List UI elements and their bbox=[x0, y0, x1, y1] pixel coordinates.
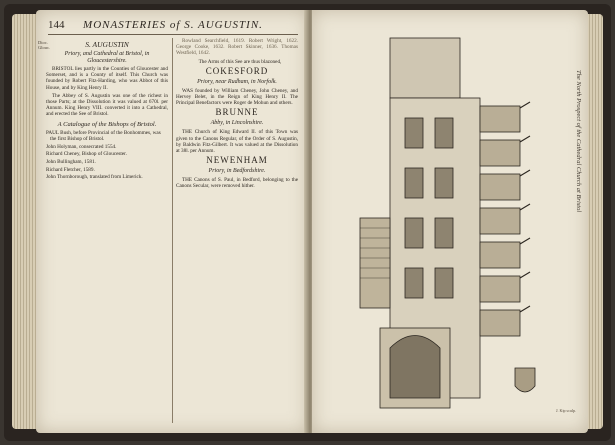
section-head: S. AUGUSTIN bbox=[85, 40, 129, 49]
paragraph: THE Church of King Edward II. of this Town was given to the Canons Regular, of the Order of S. Augustin, by Baldwin Fitz-Gilbert. It was valued at the Dissolution at 38l. per Annum. bbox=[176, 129, 298, 155]
right-page bbox=[312, 10, 588, 433]
list-head: A Catalogue of the Bishops of Bristol. bbox=[57, 120, 157, 128]
open-book bbox=[4, 4, 611, 441]
paragraph: BRISTOL lies partly in the Counties of Gloucester and Somerset, and is a County of itself. This Church was founded by Robert Fitz-Harding, who was Abbot of this House, and by King Henry II. bbox=[46, 66, 168, 91]
left-column bbox=[46, 38, 168, 425]
column-rule bbox=[172, 38, 173, 423]
section-subhead: Priory, near Rudham, in Norfolk. bbox=[197, 78, 277, 85]
running-title: MONASTERIES of S. AUGUSTIN. bbox=[83, 19, 263, 31]
list-item: PAUL Bush, before Provincial of the Bonhommes, was the first Bishop of Bristol. bbox=[46, 129, 161, 142]
list-item: John Thornborough, translated from Limerick. bbox=[46, 174, 143, 181]
left-page-edges bbox=[12, 14, 38, 429]
engraver-signature: J. Kip sculp. bbox=[556, 408, 576, 413]
cathedral-engraving bbox=[330, 28, 568, 428]
left-page bbox=[36, 10, 308, 433]
margin-note: Dioc. Glouc. bbox=[38, 40, 51, 50]
list-item: Richard Fletcher, 1589. bbox=[46, 166, 95, 173]
section-subhead: Priory, in Bedfordshire. bbox=[208, 168, 266, 175]
paragraph: The Abbey of S. Augustin was one of the richest in those Parts; at the Dissolution it was valued at 670l. per Annum. King Henry VIII. converted it into a Cathedral, and erected the See of Bristol. bbox=[46, 92, 168, 118]
section-head: BRUNNE bbox=[215, 107, 259, 118]
running-head bbox=[48, 18, 298, 35]
section-head: COKESFORD bbox=[205, 65, 269, 76]
paragraph: WAS founded by William Cheney, John Cheney, and Hervey Belet, in the Reign of King Henry II. The Principal Benefactors were Roger de Mohun and others. bbox=[176, 87, 298, 107]
paragraph: THE Canons of S. Paul, in Bedford, belonging to the Canons Secular, were removed hither. bbox=[176, 177, 298, 190]
list-item: John Bullingham, 1581. bbox=[46, 158, 96, 165]
arms-note: The Arms of this See are thus blazoned, bbox=[198, 58, 282, 65]
plate-caption: The North Prospect of the Cathedral Church at Bristol bbox=[575, 70, 582, 213]
bishop-list: Rowland Searchfield, 1619. Robert Wright, 1622. George Cooke, 1632. Robert Skinner, 1636. Thomas Westfield, 1642. bbox=[176, 38, 298, 57]
section-subhead: Priory, and Cathedral at Bristol, in Gloucestershire. bbox=[64, 51, 150, 64]
section-head: NEWENHAM bbox=[206, 155, 268, 166]
list-item: John Holyman, consecrated 1554. bbox=[46, 143, 117, 150]
page-number: 144 bbox=[48, 19, 65, 31]
right-column bbox=[176, 38, 298, 425]
list-item: Richard Cheney, Bishop of Gloucester. bbox=[46, 151, 127, 158]
section-subhead: Abby, in Lincolnshire. bbox=[210, 120, 264, 127]
